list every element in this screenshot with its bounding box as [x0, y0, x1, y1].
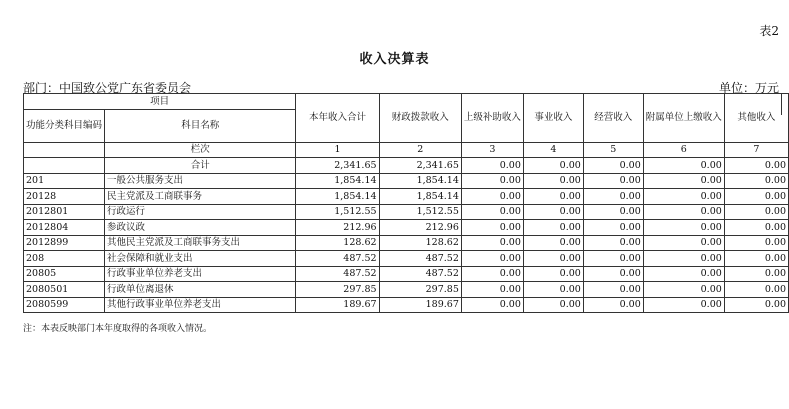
- row-value-5: 0.00: [583, 158, 643, 174]
- row-code: 2012801: [24, 204, 105, 220]
- row-value-6: 0.00: [643, 235, 724, 251]
- row-value-5: 0.00: [583, 204, 643, 220]
- table-row: [24, 251, 789, 267]
- row-value-6: 0.00: [643, 189, 724, 205]
- row-name: 合计: [105, 158, 296, 174]
- row-value-4: 0.00: [523, 189, 583, 205]
- table-row: [24, 297, 789, 313]
- row-code: 2012899: [24, 235, 105, 251]
- table-number: 表2: [759, 24, 779, 38]
- row-value-7: 0.00: [724, 251, 788, 267]
- header-col3: 上级补助收入: [461, 94, 523, 143]
- row-value-3: 0.00: [461, 297, 523, 313]
- row-value-7: 0.00: [724, 204, 788, 220]
- row-name: 民主党派及工商联事务: [105, 189, 296, 205]
- row-value-1: 212.96: [296, 220, 379, 236]
- row-value-1: 297.85: [296, 282, 379, 298]
- row-code: 2012804: [24, 220, 105, 236]
- row-code: 2080501: [24, 282, 105, 298]
- row-code: 20805: [24, 266, 105, 282]
- row-value-4: 0.00: [523, 251, 583, 267]
- table-row: [24, 282, 789, 298]
- header-n2: 2: [379, 142, 461, 158]
- row-code: 20128: [24, 189, 105, 205]
- header-row-item: [24, 94, 789, 110]
- row-value-5: 0.00: [583, 297, 643, 313]
- row-value-2: 212.96: [379, 220, 461, 236]
- row-value-6: 0.00: [643, 158, 724, 174]
- table-row: [24, 235, 789, 251]
- department-label: 部门：中国致公党广东省委员会: [23, 81, 192, 95]
- row-value-7: 0.00: [724, 173, 788, 189]
- table-row: [24, 173, 789, 189]
- header-item: 项目: [24, 94, 296, 110]
- row-value-6: 0.00: [643, 251, 724, 267]
- row-value-6: 0.00: [643, 173, 724, 189]
- row-value-6: 0.00: [643, 297, 724, 313]
- row-value-7: 0.00: [724, 158, 788, 174]
- row-value-4: 0.00: [523, 235, 583, 251]
- table-row: [24, 266, 789, 282]
- row-code: 201: [24, 173, 105, 189]
- row-value-6: 0.00: [643, 220, 724, 236]
- row-value-3: 0.00: [461, 158, 523, 174]
- right-edge-line: [781, 93, 782, 115]
- table-row: [24, 189, 789, 205]
- row-value-5: 0.00: [583, 189, 643, 205]
- row-value-2: 1,854.14: [379, 189, 461, 205]
- row-value-6: 0.00: [643, 204, 724, 220]
- row-value-4: 0.00: [523, 282, 583, 298]
- header-row-label: 栏次: [105, 142, 296, 158]
- row-value-5: 0.00: [583, 220, 643, 236]
- header-col1: 本年收入合计: [296, 94, 379, 143]
- row-value-1: 1,854.14: [296, 173, 379, 189]
- row-value-5: 0.00: [583, 282, 643, 298]
- header-name: 科目名称: [105, 109, 296, 142]
- header-n3: 3: [461, 142, 523, 158]
- row-value-1: 1,512.55: [296, 204, 379, 220]
- row-value-2: 128.62: [379, 235, 461, 251]
- row-name: 一般公共服务支出: [105, 173, 296, 189]
- row-value-2: 297.85: [379, 282, 461, 298]
- row-value-4: 0.00: [523, 173, 583, 189]
- table-row: [24, 204, 789, 220]
- page-title: 收入决算表: [359, 52, 430, 67]
- row-value-7: 0.00: [724, 282, 788, 298]
- header-col6: 附属单位上缴收入: [643, 94, 724, 143]
- header-n6: 6: [643, 142, 724, 158]
- row-value-3: 0.00: [461, 266, 523, 282]
- header-index-code: [24, 142, 105, 158]
- row-value-6: 0.00: [643, 282, 724, 298]
- row-value-4: 0.00: [523, 158, 583, 174]
- header-n7: 7: [724, 142, 788, 158]
- row-name: 行政运行: [105, 204, 296, 220]
- header-code: 功能分类科目编码: [24, 109, 105, 142]
- row-value-2: 1,512.55: [379, 204, 461, 220]
- row-name: 社会保障和就业支出: [105, 251, 296, 267]
- row-value-3: 0.00: [461, 204, 523, 220]
- row-value-2: 2,341.65: [379, 158, 461, 174]
- row-value-5: 0.00: [583, 173, 643, 189]
- row-value-7: 0.00: [724, 235, 788, 251]
- header-col5: 经营收入: [583, 94, 643, 143]
- income-table: [23, 93, 789, 313]
- row-value-7: 0.00: [724, 220, 788, 236]
- row-value-1: 1,854.14: [296, 189, 379, 205]
- footnote: 注：本表反映部门本年度取得的各项收入情况。: [23, 324, 213, 334]
- row-value-2: 1,854.14: [379, 173, 461, 189]
- row-value-3: 0.00: [461, 189, 523, 205]
- row-value-7: 0.00: [724, 266, 788, 282]
- row-value-1: 487.52: [296, 251, 379, 267]
- row-value-4: 0.00: [523, 266, 583, 282]
- row-name: 行政单位离退休: [105, 282, 296, 298]
- row-name: 其他行政事业单位养老支出: [105, 297, 296, 313]
- row-value-2: 487.52: [379, 251, 461, 267]
- row-code: 2080599: [24, 297, 105, 313]
- row-value-4: 0.00: [523, 297, 583, 313]
- row-code: 208: [24, 251, 105, 267]
- row-value-3: 0.00: [461, 235, 523, 251]
- row-value-3: 0.00: [461, 282, 523, 298]
- row-name: 参政议政: [105, 220, 296, 236]
- header-col4: 事业收入: [523, 94, 583, 143]
- header-row-index: [24, 142, 789, 158]
- row-value-7: 0.00: [724, 297, 788, 313]
- header-n1: 1: [296, 142, 379, 158]
- row-name: 其他民主党派及工商联事务支出: [105, 235, 296, 251]
- row-name: 行政事业单位养老支出: [105, 266, 296, 282]
- row-value-3: 0.00: [461, 251, 523, 267]
- row-value-3: 0.00: [461, 173, 523, 189]
- unit-label: 单位：万元: [718, 81, 779, 95]
- row-value-5: 0.00: [583, 235, 643, 251]
- row-code: [24, 158, 105, 174]
- row-value-6: 0.00: [643, 266, 724, 282]
- table-row: [24, 158, 789, 174]
- row-value-3: 0.00: [461, 220, 523, 236]
- row-value-4: 0.00: [523, 220, 583, 236]
- row-value-1: 2,341.65: [296, 158, 379, 174]
- row-value-2: 189.67: [379, 297, 461, 313]
- row-value-7: 0.00: [724, 189, 788, 205]
- header-col2: 财政拨款收入: [379, 94, 461, 143]
- header-n4: 4: [523, 142, 583, 158]
- row-value-1: 189.67: [296, 297, 379, 313]
- header-col7: 其他收入: [724, 94, 788, 143]
- row-value-4: 0.00: [523, 204, 583, 220]
- row-value-5: 0.00: [583, 266, 643, 282]
- row-value-2: 487.52: [379, 266, 461, 282]
- row-value-1: 487.52: [296, 266, 379, 282]
- header-n5: 5: [583, 142, 643, 158]
- table-row: [24, 220, 789, 236]
- row-value-1: 128.62: [296, 235, 379, 251]
- row-value-5: 0.00: [583, 251, 643, 267]
